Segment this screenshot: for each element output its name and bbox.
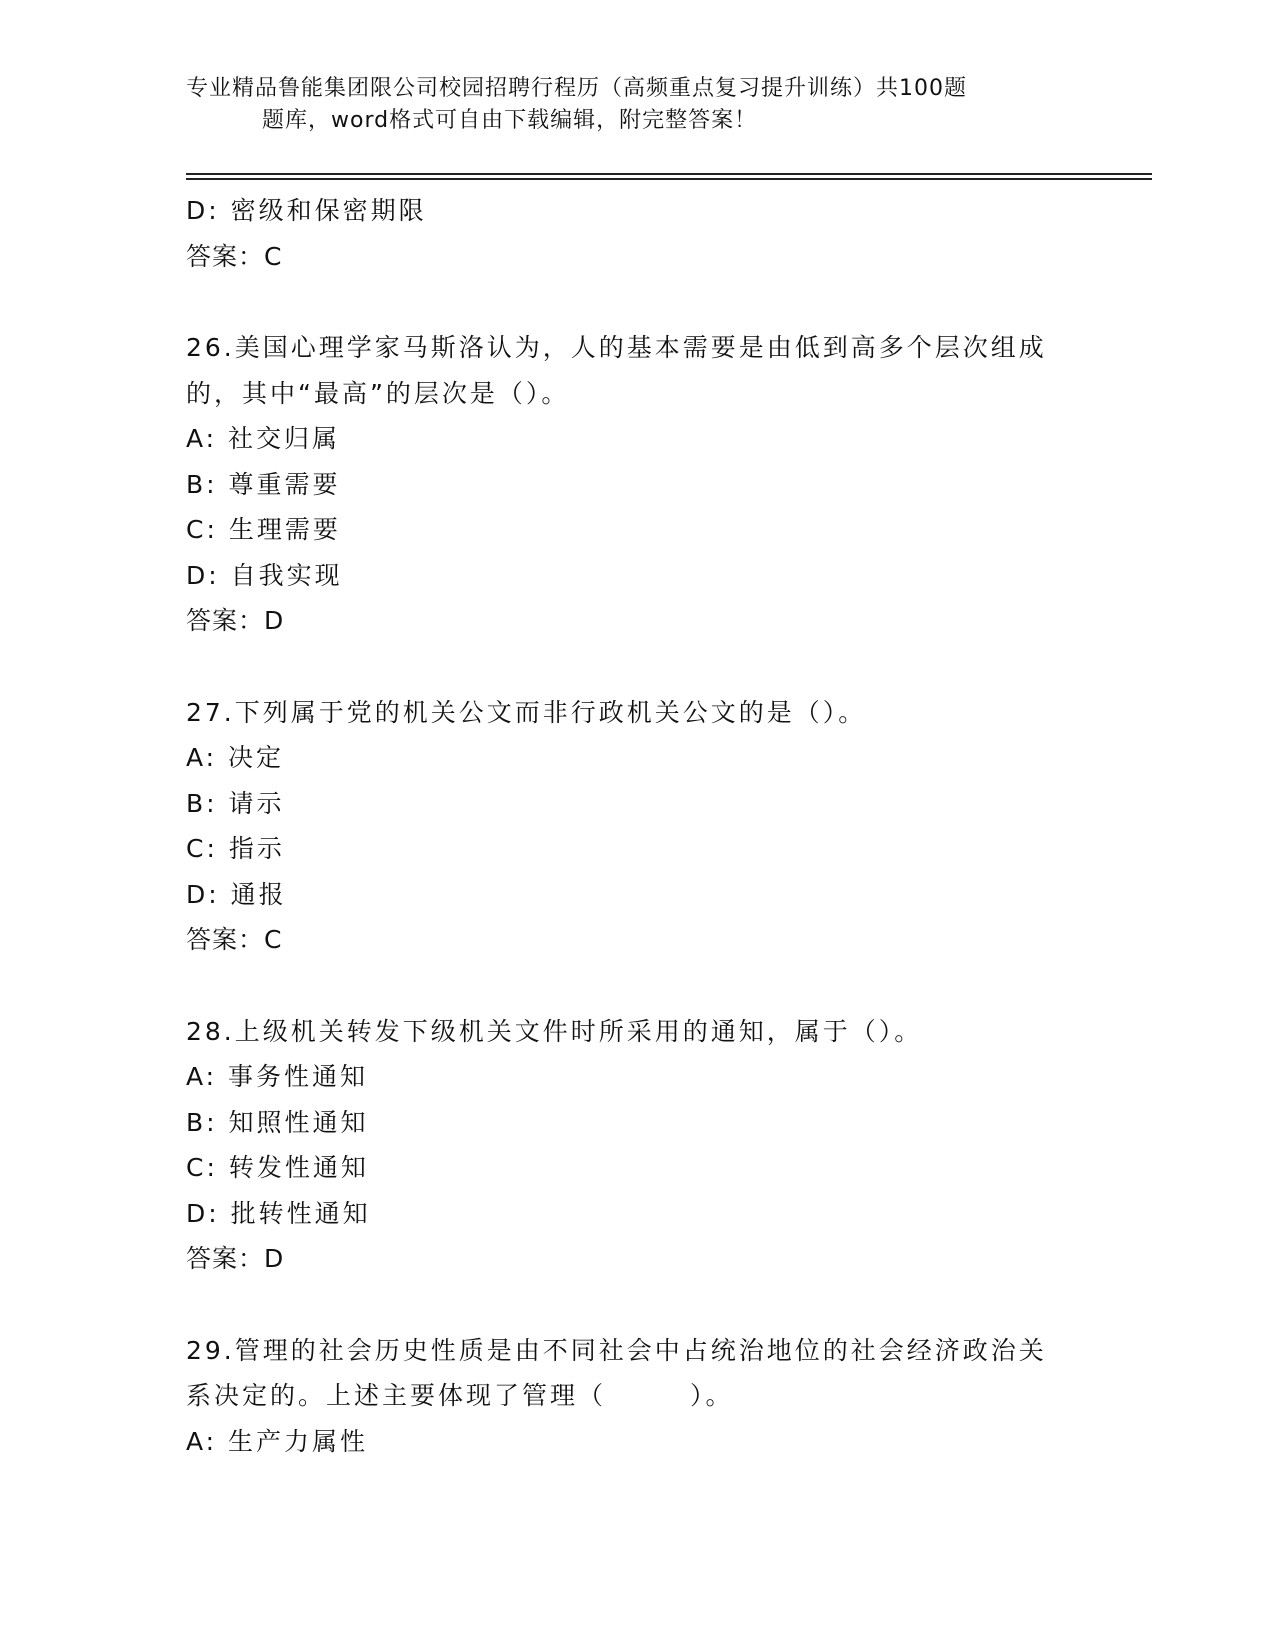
option-line: C: 生理需要 (186, 515, 341, 544)
option-line: A: 事务性通知 (186, 1062, 369, 1091)
question-content (186, 188, 1086, 1464)
option-line: A: 决定 (186, 743, 285, 772)
document-title-line-2: 题库，word格式可自由下载编辑，附完整答案！ (262, 108, 758, 133)
option-line: C: 指示 (186, 834, 285, 863)
option-line: D: 批转性通知 (186, 1198, 371, 1228)
answer-line: 答案：D (186, 606, 285, 635)
question-29-text-1: 29.管理的社会历史性质是由不同社会中占统治地位的社会经济政治关 (186, 1335, 1047, 1365)
answer-line: 答案：C (186, 925, 283, 954)
document-title-line-1: 专业精品鲁能集团限公司校园招聘行程历（高频重点复习提升训练）共100题 (186, 76, 967, 101)
question-26-text-2: 的，其中“最高”的层次是（）。 (186, 378, 570, 408)
option-line: C: 转发性通知 (186, 1153, 369, 1182)
option-line: B: 知照性通知 (186, 1107, 369, 1137)
option-line: B: 尊重需要 (186, 469, 341, 499)
option-line: B: 请示 (186, 788, 285, 818)
option-line: D: 通报 (186, 879, 287, 909)
option-line: A: 社交归属 (186, 424, 341, 453)
option-line: A: 生产力属性 (186, 1426, 369, 1456)
header-rule-bottom (186, 178, 1152, 180)
question-27-text: 27.下列属于党的机关公文而非行政机关公文的是（）。 (186, 697, 867, 727)
question-26-text-1: 26.美国心理学家马斯洛认为，人的基本需要是由低到高多个层次组成 (186, 333, 1047, 362)
option-line: D: 密级和保密期限 (186, 196, 427, 225)
answer-line: 答案：C (186, 241, 283, 271)
header-rule-top (186, 173, 1152, 175)
answer-line: 答案：D (186, 1244, 285, 1273)
question-29-text-2: 系决定的。上述主要体现了管理（ ）。 (186, 1381, 734, 1410)
option-line: D: 自我实现 (186, 560, 343, 590)
question-28-text: 28.上级机关转发下级机关文件时所采用的通知，属于（）。 (186, 1016, 923, 1046)
